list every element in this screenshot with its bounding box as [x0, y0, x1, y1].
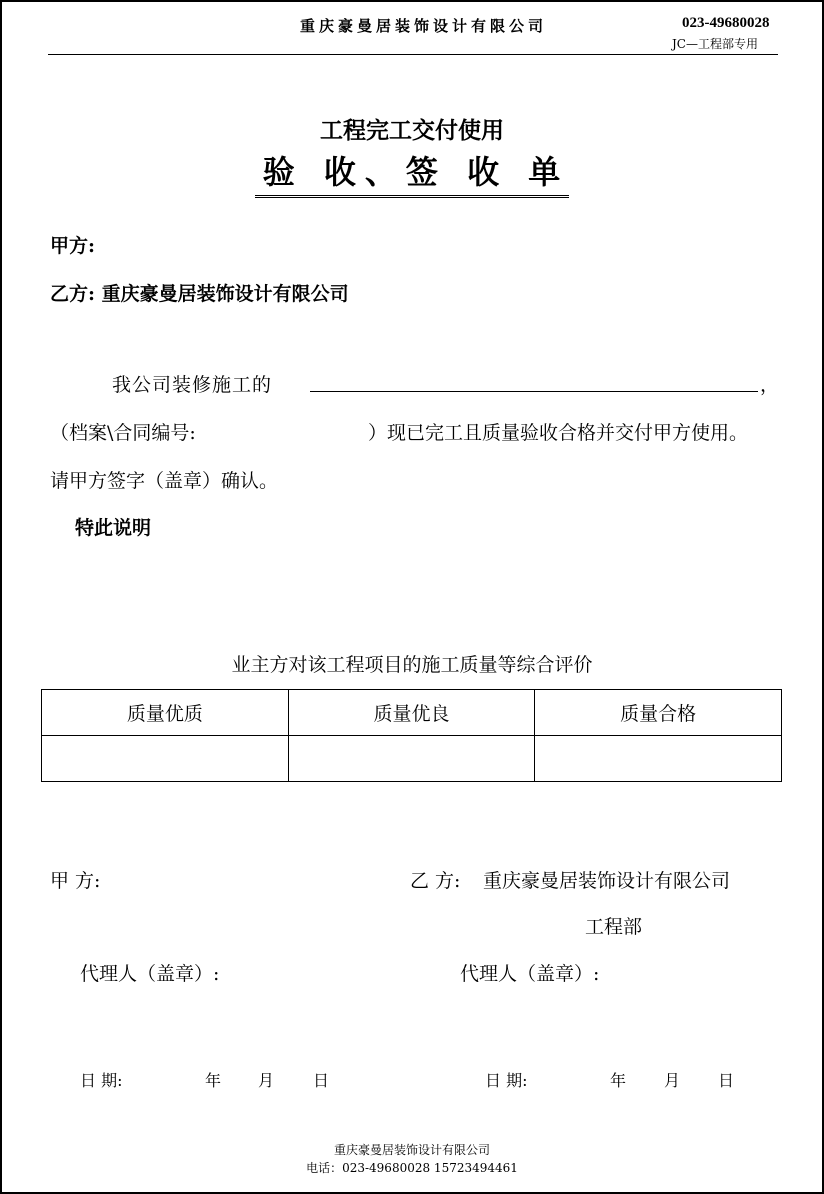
sig-agent-a: 代理人（盖章）: — [80, 963, 220, 985]
header-phone: 023-49680028 — [682, 15, 770, 31]
evaluation-title: 业主方对该工程项目的施工质量等综合评价 — [231, 654, 593, 676]
body-line-2-prefix: （档案\合同编号: — [50, 422, 196, 444]
header-rule — [48, 54, 778, 55]
evaluation-col-good: 质量优良 — [288, 690, 535, 736]
body-line-2-suffix: ）现已完工且质量验收合格并交付甲方使用。 — [368, 422, 749, 444]
date-b-day: 日 — [718, 1071, 735, 1090]
project-name-blank[interactable] — [310, 391, 758, 392]
title-line-1: 工程完工交付使用 — [320, 117, 504, 144]
evaluation-header-row — [42, 690, 782, 736]
party-b-label: 乙方: — [50, 283, 96, 305]
footer-contact: 电话：023-49680028 15723494461 — [306, 1161, 518, 1175]
body-line-1-suffix: ， — [760, 374, 780, 396]
party-b-name: 重庆豪曼居装饰设计有限公司 — [101, 283, 349, 305]
body-line-3: 请甲方签字（盖章）确认。 — [50, 470, 279, 492]
evaluation-cell-excellent[interactable] — [42, 736, 289, 782]
date-b-year: 年 — [610, 1071, 627, 1090]
body-line-1-prefix: 我公司装修施工的 — [112, 374, 273, 396]
party-b-line — [50, 279, 349, 306]
note-text: 特此说明 — [75, 517, 152, 539]
sig-party-b-dept: 工程部 — [585, 916, 643, 938]
header-company: 重庆豪曼居装饰设计有限公司 — [300, 17, 548, 35]
evaluation-input-row — [42, 736, 782, 782]
evaluation-col-excellent: 质量优质 — [42, 690, 289, 736]
sig-party-b-name: 重庆豪曼居装饰设计有限公司 — [483, 870, 731, 892]
evaluation-col-pass: 质量合格 — [535, 690, 782, 736]
date-a-day: 日 — [313, 1071, 330, 1090]
title-line-2: 验 收、签 收 单 — [255, 152, 569, 198]
footer-company: 重庆豪曼居装饰设计有限公司 — [333, 1143, 490, 1157]
evaluation-cell-pass[interactable] — [535, 736, 782, 782]
evaluation-table — [41, 689, 782, 782]
title-line-2-wrap — [0, 152, 824, 198]
sig-party-b-label: 乙 方: — [410, 870, 461, 892]
sig-party-a-label: 甲 方: — [50, 870, 101, 892]
header-dept-tag: JC—工程部专用 — [672, 37, 758, 51]
party-a-label: 甲方: — [50, 235, 96, 257]
date-b-month: 月 — [664, 1071, 681, 1090]
date-b-label: 日 期: — [485, 1071, 528, 1090]
party-a-line — [50, 231, 95, 258]
evaluation-cell-good[interactable] — [288, 736, 535, 782]
date-a-year: 年 — [205, 1071, 222, 1090]
date-a-month: 月 — [258, 1071, 275, 1090]
date-a-label: 日 期: — [80, 1071, 123, 1090]
sig-agent-b: 代理人（盖章）: — [460, 963, 600, 985]
